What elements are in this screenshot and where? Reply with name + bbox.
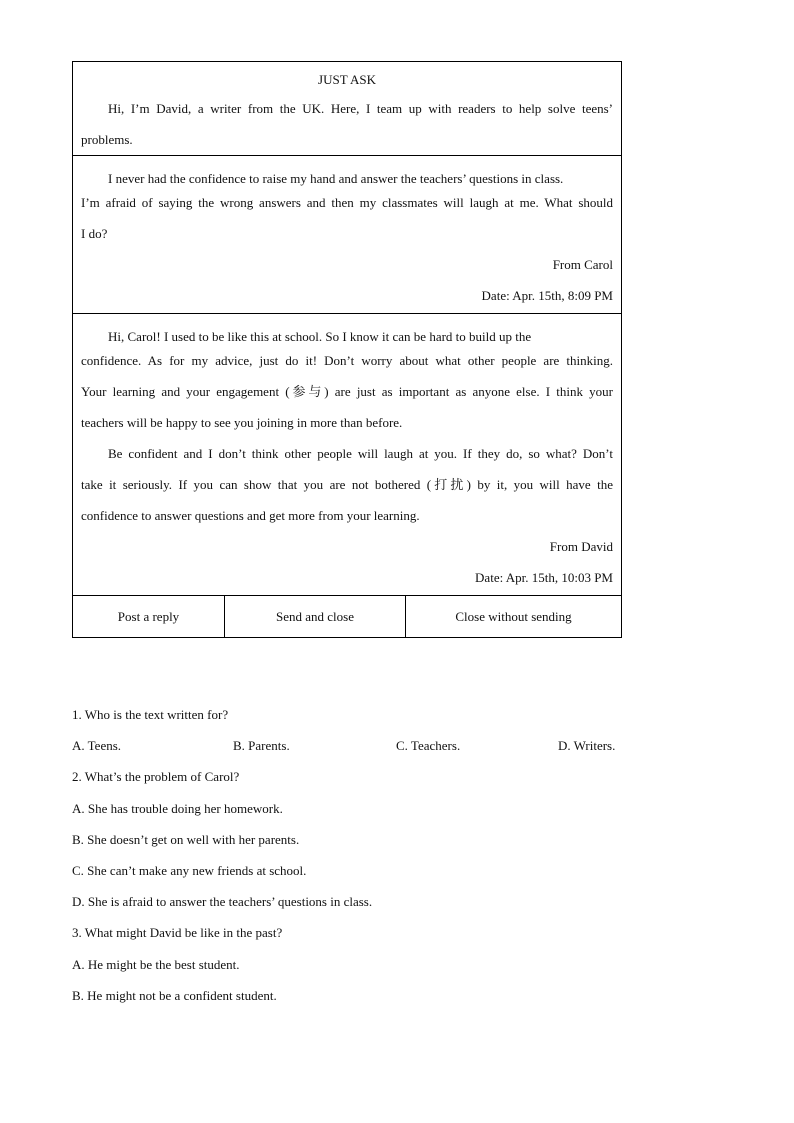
send-and-close-button[interactable]: Send and close [225, 596, 406, 637]
question-2-option-a: A. She has trouble doing her homework. [72, 800, 283, 816]
question-2-option-b: B. She doesn’t get on well with her parents. [72, 831, 300, 847]
reply-date: Date: Apr. 15th, 10:03 PM [475, 570, 613, 585]
intro-line-2: problems. [81, 132, 133, 147]
question-2-stem: 2. What’s the problem of Carol? [72, 769, 240, 785]
reply-post [73, 314, 621, 596]
reply-line-2: confidence. As for my advice, just do it! Don’t worry about what other people are thinking. [81, 353, 613, 368]
question-2-option-d: D. She is afraid to answer the teachers’ questions in class. [72, 894, 373, 910]
just-ask-box [72, 61, 622, 638]
intro-line-1: Hi, I’m David, a writer from the UK. Here, I team up with readers to help solve teens’ [108, 101, 613, 116]
question-1-option-a: A. Teens. [72, 738, 122, 754]
post-reply-button[interactable]: Post a reply [73, 596, 225, 637]
question-from: From Carol [552, 257, 613, 272]
question-1-option-d: D. Writers. [558, 738, 616, 754]
question-line-1: I never had the confidence to raise my hand and answer the teachers’ questions in class. [108, 171, 564, 186]
reply-line-3: Your learning and your engagement (参与) are just as important as anyone else. I think your [81, 384, 613, 399]
reply-line-4: teachers will be happy to see you joining in more than before. [81, 415, 403, 430]
reply-line-1: Hi, Carol! I used to be like this at school. So I know it can be hard to build up the [108, 329, 532, 344]
question-line-2: I’m afraid of saying the wrong answers and then my classmates will laugh at me. What should [81, 195, 613, 210]
reply-line-6: take it seriously. If you can show that you are not bothered (打扰) by it, you will have the [81, 477, 613, 492]
reply-from: From David [549, 539, 613, 554]
close-without-sending-button[interactable]: Close without sending [455, 608, 572, 624]
question-line-3: I do? [81, 226, 108, 241]
question-2-option-c: C. She can’t make any new friends at school. [72, 862, 307, 878]
question-1-option-b: B. Parents. [233, 738, 290, 754]
intro-section [73, 62, 621, 156]
question-1-options [72, 730, 632, 761]
question-post [73, 156, 621, 314]
reply-line-7: confidence to answer questions and get more from your learning. [81, 508, 420, 523]
question-1-stem: 1. Who is the text written for? [72, 707, 229, 722]
question-1-option-c: C. Teachers. [396, 738, 461, 754]
question-3-stem: 3. What might David be like in the past? [72, 925, 283, 941]
question-3-option-a: A. He might be the best student. [72, 956, 240, 972]
questions-section [72, 699, 632, 1011]
question-date: Date: Apr. 15th, 8:09 PM [481, 288, 613, 303]
action-button-row [73, 596, 621, 637]
article-title: JUST ASK [318, 72, 376, 87]
question-3-option-b: B. He might not be a confident student. [72, 987, 277, 1003]
reply-line-5: Be confident and I don’t think other people will laugh at you. If they do, so what? Don’t [108, 446, 613, 461]
